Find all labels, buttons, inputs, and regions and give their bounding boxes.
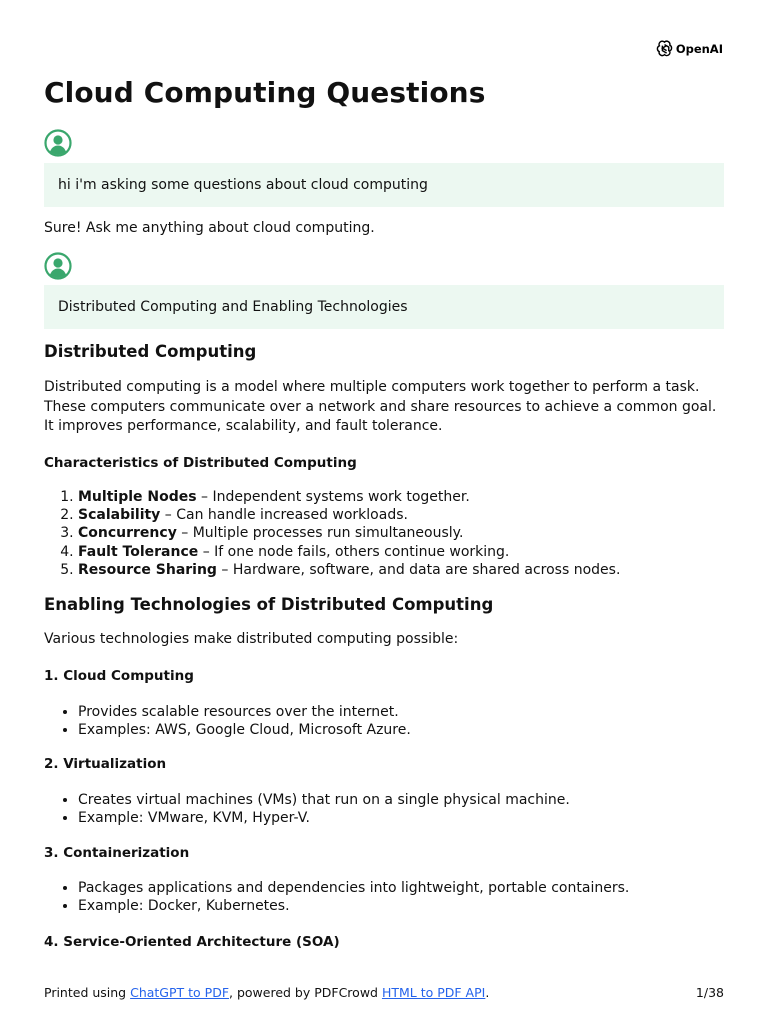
list-item: • Example: VMware, KVM, Hyper-V. [78,809,570,827]
user-avatar-icon [44,129,72,157]
page-title: Cloud Computing Questions [44,76,486,109]
list-item: • Packages applications and dependencies into lightweight, portable containers. [78,879,629,897]
subsection-heading: 3. Containerization [44,845,190,861]
list-item: • Example: Docker, Kubernetes. [78,897,629,915]
subsection-heading: 4. Service-Oriented Architecture (SOA) [44,934,340,950]
openai-icon [656,40,673,57]
section-heading: Distributed Computing [44,342,257,361]
section-heading: Enabling Technologies of Distributed Computing [44,595,494,614]
list-item: • Provides scalable resources over the internet. [78,703,411,721]
chatgpt-to-pdf-link[interactable]: ChatGPT to PDF [130,985,230,1000]
subsection-heading: Characteristics of Distributed Computing [44,455,357,471]
logo-text: OpenAI [675,41,723,56]
characteristics-list [44,488,620,579]
list-item: 5. Resource Sharing – Hardware, software, and data are shared across nodes. [78,561,620,579]
list-item: 3. Concurrency – Multiple processes run simultaneously. [78,524,620,542]
bullet-list [44,703,411,739]
html-to-pdf-api-link[interactable]: HTML to PDF API [381,985,486,1000]
list-item: 1. Multiple Nodes – Independent systems work together. [78,488,620,506]
assistant-reply: Sure! Ask me anything about cloud computing. [44,220,375,236]
bullet-list [44,791,570,827]
list-item: • Creates virtual machines (VMs) that run on a single physical machine. [78,791,570,809]
footer-credit: Printed using ChatGPT to PDF, powered by PDFCrowd HTML to PDF API. [44,985,490,1000]
subsection-heading: 2. Virtualization [44,756,167,772]
list-item: 4. Fault Tolerance – If one node fails, others continue working. [78,543,620,561]
page-footer [44,985,724,1000]
subsection-heading: 1. Cloud Computing [44,668,194,684]
user-message-text: hi i'm asking some questions about cloud computing [58,177,428,193]
openai-logo [656,40,723,57]
intro-paragraph: Distributed computing is a model where multiple computers work together to perform a task. These computers communicate over a network and share resources to achieve a common goal. It improves performance, scalability, and fault tolerance. [44,379,717,434]
bullet-list [44,879,629,915]
page-number: 1/38 [695,985,724,1000]
user-message [44,285,724,329]
user-avatar-icon [44,252,72,280]
user-message [44,163,724,207]
technologies-intro: Various technologies make distributed computing possible: [44,631,459,647]
user-message-text: Distributed Computing and Enabling Technologies [58,299,408,315]
list-item: 2. Scalability – Can handle increased workloads. [78,506,620,524]
list-item: • Examples: AWS, Google Cloud, Microsoft Azure. [78,721,411,739]
